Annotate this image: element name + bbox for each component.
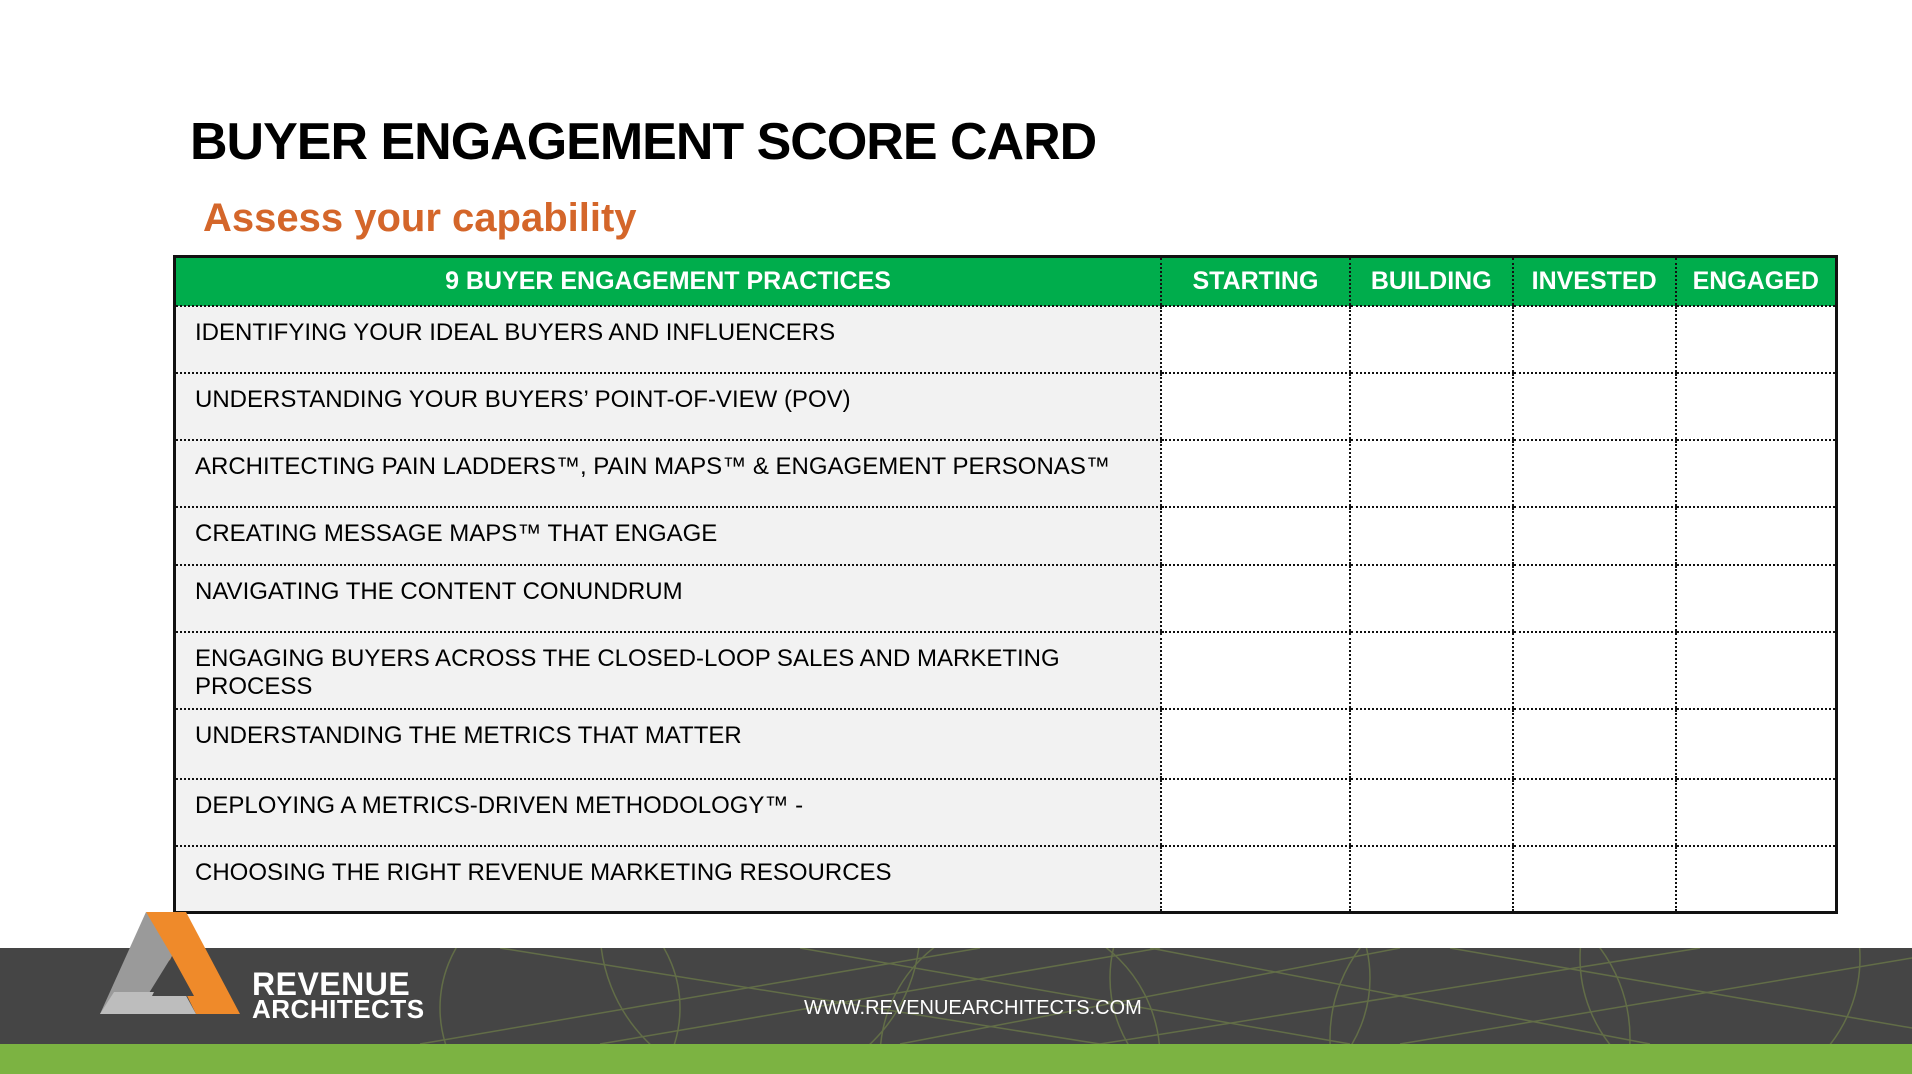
brand-name-line2: ARCHITECTS xyxy=(252,994,425,1024)
table-row xyxy=(175,373,1837,440)
practice-label: CREATING MESSAGE MAPS™ THAT ENGAGE xyxy=(175,507,1162,565)
score-cell-engaged[interactable] xyxy=(1676,632,1837,709)
table-row xyxy=(175,846,1837,912)
score-cell-invested[interactable] xyxy=(1513,632,1676,709)
website-url[interactable]: WWW.REVENUEARCHITECTS.COM xyxy=(804,997,1142,1019)
table-header-row xyxy=(175,257,1837,307)
score-cell-building[interactable] xyxy=(1350,779,1513,846)
score-cell-engaged[interactable] xyxy=(1676,565,1837,632)
practice-label: ARCHITECTING PAIN LADDERS™, PAIN MAPS™ & ENGAGEMENT PERSONAS™ xyxy=(175,440,1162,507)
score-cell-engaged[interactable] xyxy=(1676,306,1837,373)
page-subtitle: Assess your capability xyxy=(203,196,637,240)
practice-label: NAVIGATING THE CONTENT CONUNDRUM xyxy=(175,565,1162,632)
table-row xyxy=(175,779,1837,846)
score-cell-starting[interactable] xyxy=(1161,507,1350,565)
score-cell-invested[interactable] xyxy=(1513,709,1676,779)
practice-label: CHOOSING THE RIGHT REVENUE MARKETING RESOURCES xyxy=(175,846,1162,912)
score-cell-starting[interactable] xyxy=(1161,779,1350,846)
score-cell-building[interactable] xyxy=(1350,440,1513,507)
score-cell-starting[interactable] xyxy=(1161,709,1350,779)
score-cell-building[interactable] xyxy=(1350,306,1513,373)
footer-green-bar xyxy=(0,1044,1912,1074)
brand-name-line1: REVENUE xyxy=(252,966,411,1002)
practice-label: ENGAGING BUYERS ACROSS THE CLOSED-LOOP SALES AND MARKETING PROCESS xyxy=(175,632,1162,709)
score-cell-starting[interactable] xyxy=(1161,373,1350,440)
table-row xyxy=(175,306,1837,373)
score-cell-starting[interactable] xyxy=(1161,440,1350,507)
score-cell-starting[interactable] xyxy=(1161,846,1350,912)
score-cell-engaged[interactable] xyxy=(1676,373,1837,440)
header-engaged: ENGAGED xyxy=(1676,257,1837,307)
table-row xyxy=(175,632,1837,709)
score-cell-engaged[interactable] xyxy=(1676,846,1837,912)
score-cell-building[interactable] xyxy=(1350,709,1513,779)
table-row xyxy=(175,507,1837,565)
score-cell-engaged[interactable] xyxy=(1676,440,1837,507)
practice-label: UNDERSTANDING YOUR BUYERS’ POINT-OF-VIEW (POV) xyxy=(175,373,1162,440)
score-cell-invested[interactable] xyxy=(1513,507,1676,565)
practice-label: IDENTIFYING YOUR IDEAL BUYERS AND INFLUENCERS xyxy=(175,306,1162,373)
header-building: BUILDING xyxy=(1350,257,1513,307)
page-title: BUYER ENGAGEMENT SCORE CARD xyxy=(190,113,1097,171)
score-cell-invested[interactable] xyxy=(1513,373,1676,440)
score-cell-building[interactable] xyxy=(1350,846,1513,912)
practice-label: UNDERSTANDING THE METRICS THAT MATTER xyxy=(175,709,1162,779)
score-cell-engaged[interactable] xyxy=(1676,779,1837,846)
header-starting: STARTING xyxy=(1161,257,1350,307)
score-cell-invested[interactable] xyxy=(1513,779,1676,846)
revenue-architects-logo-icon xyxy=(100,910,240,1020)
score-cell-starting[interactable] xyxy=(1161,306,1350,373)
score-cell-building[interactable] xyxy=(1350,565,1513,632)
score-cell-starting[interactable] xyxy=(1161,632,1350,709)
score-cell-starting[interactable] xyxy=(1161,565,1350,632)
table-row xyxy=(175,709,1837,779)
header-invested: INVESTED xyxy=(1513,257,1676,307)
score-cell-building[interactable] xyxy=(1350,373,1513,440)
table-row xyxy=(175,565,1837,632)
score-cell-engaged[interactable] xyxy=(1676,507,1837,565)
score-cell-building[interactable] xyxy=(1350,507,1513,565)
score-cell-invested[interactable] xyxy=(1513,440,1676,507)
header-practices: 9 BUYER ENGAGEMENT PRACTICES xyxy=(175,257,1162,307)
practice-label: DEPLOYING A METRICS-DRIVEN METHODOLOGY™ - xyxy=(175,779,1162,846)
scorecard-table xyxy=(173,255,1838,914)
score-cell-invested[interactable] xyxy=(1513,306,1676,373)
score-cell-invested[interactable] xyxy=(1513,565,1676,632)
score-cell-engaged[interactable] xyxy=(1676,709,1837,779)
score-cell-invested[interactable] xyxy=(1513,846,1676,912)
score-cell-building[interactable] xyxy=(1350,632,1513,709)
table-row xyxy=(175,440,1837,507)
